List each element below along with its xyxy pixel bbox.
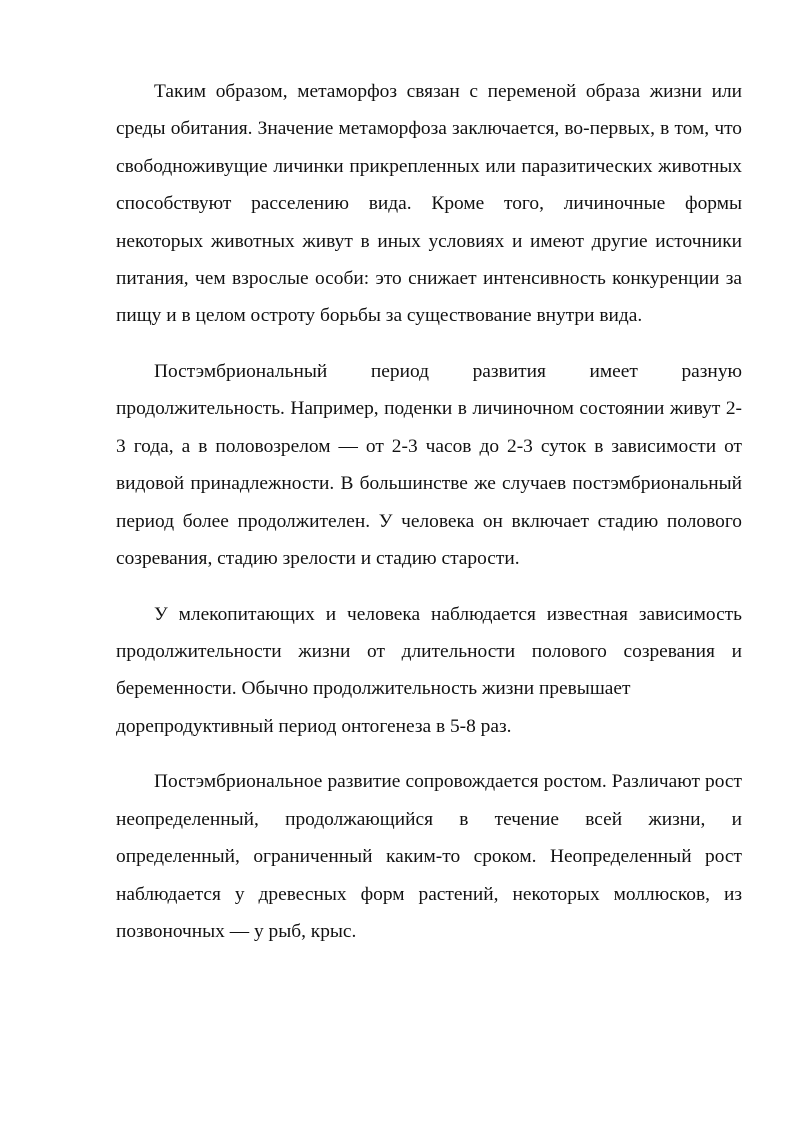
paragraph-growth: Постэмбриональное развитие сопровождается ростом. Различают рост неопределенный, продолжающийся в течение всей жизни, и определенный, ограниченный каким-то сроком. Неопределенный рост наблюдается у древесных форм растений, некоторых моллюсков, из позвоночных — у рыб, крыс.: [116, 771, 742, 943]
paragraph-lifespan-dependence: У млекопитающих и человека наблюдается известная зависимость продолжительности жизни от длительности полового созревания и беременности. Обычно продолжительность жизни превышает: [116, 603, 742, 700]
paragraph-metamorphosis-significance: Таким образом, метаморфоз связан с переменой образа жизни или среды обитания. Значение метаморфоза заключается, во-первых, в том, что свободноживущие личинки прикрепленных или паразитических животных способствуют расселению вида. Кроме того, личиночные формы некоторых животных живут в иных условиях и имеют другие источники питания, чем взрослые особи: это снижает интенсивность конкуренции за пищу и в целом остроту борьбы за существование внутри вида.: [116, 81, 742, 327]
paragraph-lifespan-continuation: дорепродуктивный период онтогенеза в 5-8 раз.: [116, 715, 512, 737]
paragraph-postembryonic-duration: Постэмбриональный период развития имеет разную продолжительность. Например, поденки в личиночном состоянии живут 2-3 года, а в половозрелом — от 2-3 часов до 2-3 суток в зависимости от видовой принадлежности. В большинстве же случаев постэмбриональный период более продолжителен. У человека он включает стадию полового созревания, стадию зрелости и стадию старости.: [116, 361, 742, 570]
document-body: [116, 73, 742, 969]
